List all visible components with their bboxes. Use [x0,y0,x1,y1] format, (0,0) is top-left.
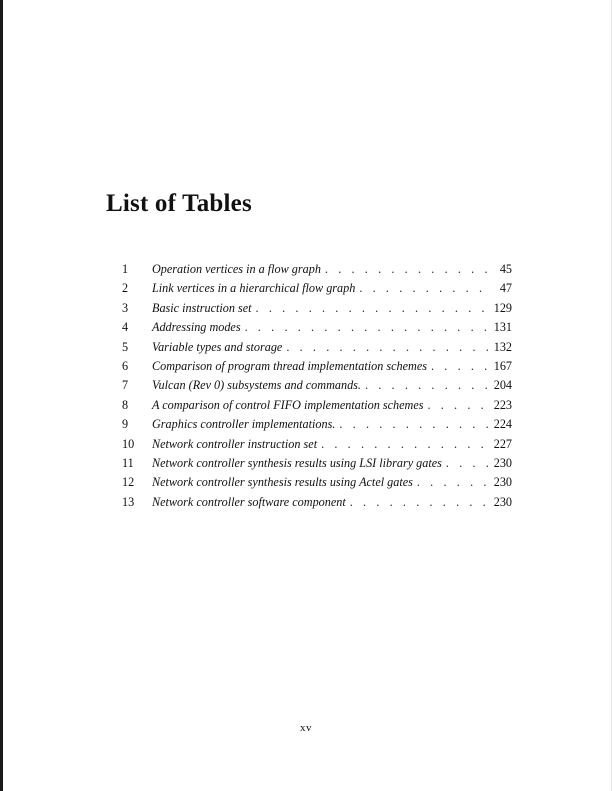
entry-page: 230 [493,475,512,490]
list-of-tables [122,262,512,514]
entry-number: 2 [122,281,129,296]
dot-leader [321,437,490,452]
entry-title[interactable]: Network controller instruction set [152,436,318,451]
entry-title[interactable]: Operation vertices in a flow graph [152,262,321,276]
entry-page: 47 [499,281,512,296]
entry-page: 129 [493,300,512,315]
table-entry-1[interactable] [122,262,512,281]
dot-leader [286,340,489,355]
dot-leader [339,417,489,432]
entry-page: 45 [499,262,512,276]
entry-title[interactable]: Link vertices in a hierarchical flow graph [152,281,356,296]
table-entry-12[interactable] [122,475,512,494]
table-entry-13[interactable] [122,495,512,514]
entry-title[interactable]: Graphics controller implementations. [152,417,336,432]
entry-number: 10 [122,436,135,451]
dot-leader [417,475,490,490]
table-entry-8[interactable] [122,398,512,417]
dot-leader [365,378,490,393]
dot-leader [350,495,490,510]
entry-page: 227 [493,436,512,451]
entry-title[interactable]: Network controller synthesis results using LSI library gates [152,455,442,470]
table-entry-9[interactable] [122,417,512,436]
table-entry-10[interactable] [122,437,512,456]
entry-number: 7 [122,378,129,393]
entry-number: 12 [122,475,135,490]
entry-title[interactable]: Vulcan (Rev 0) subsystems and commands. [152,378,361,393]
entry-number: 3 [122,300,129,315]
table-entry-4[interactable] [122,320,512,339]
entry-number: 4 [122,320,129,335]
page-edge-shadow [0,0,3,791]
entry-title[interactable]: A comparison of control FIFO implementation schemes [152,397,424,412]
entry-number: 9 [122,417,129,432]
table-entry-11[interactable] [122,456,512,475]
entry-title[interactable]: Variable types and storage [152,339,283,354]
entry-page: 230 [493,494,512,509]
entry-number: 1 [122,262,129,276]
entry-number: 6 [122,358,129,373]
entry-page: 131 [493,320,512,335]
dot-leader [245,320,490,335]
entry-page: 230 [493,455,512,470]
entry-number: 8 [122,397,129,412]
entry-title[interactable]: Comparison of program thread implementation schemes [152,358,427,373]
entry-page: 167 [493,358,512,373]
entry-title[interactable]: Basic instruction set [152,300,252,315]
dot-leader [431,359,490,374]
entry-page: 224 [493,417,512,432]
table-entry-3[interactable] [122,301,512,320]
table-entry-5[interactable] [122,340,512,359]
entry-page: 132 [493,339,512,354]
entry-number: 5 [122,339,129,354]
entry-number: 11 [122,455,134,470]
entry-title[interactable]: Addressing modes [152,320,241,335]
entry-number: 13 [122,494,135,509]
dot-leader [359,281,490,296]
dot-leader [427,398,489,413]
table-entry-7[interactable] [122,378,512,397]
entry-title[interactable]: Network controller software component [152,494,346,509]
entry-page: 204 [493,378,512,393]
table-entry-2[interactable] [122,281,512,300]
page-number: xv [300,722,312,734]
dot-leader [325,262,490,277]
entry-page: 223 [493,397,512,412]
dot-leader [256,301,490,316]
entry-title[interactable]: Network controller synthesis results using Actel gates [152,475,413,490]
table-entry-6[interactable] [122,359,512,378]
page-title: List of Tables [106,190,252,217]
dot-leader [446,456,490,471]
